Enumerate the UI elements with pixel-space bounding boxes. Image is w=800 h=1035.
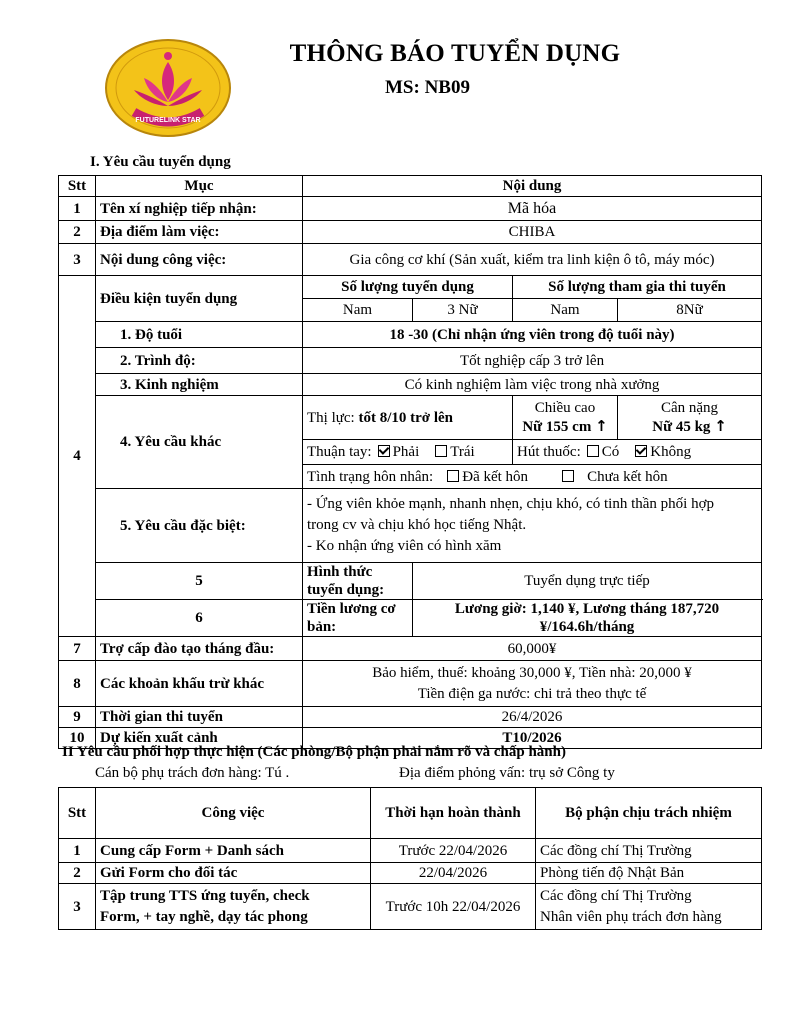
stt-cell: 2 — [59, 863, 96, 884]
height-label: Chiều cao — [534, 400, 596, 416]
checkbox-empty-icon — [435, 445, 447, 457]
hand-cell — [303, 440, 513, 465]
marital-cell — [303, 465, 762, 489]
value-cell: 60,000¥ — [303, 637, 762, 661]
section-2-title: II Yêu cầu phối hợp thực hiện (Các phòng/Bộ phận phải nắm rõ và chấp hành) — [62, 744, 566, 760]
table-row — [59, 884, 762, 930]
edu-value: Tốt nghiệp cấp 3 trở lên — [303, 348, 762, 374]
smoke-yes: Có — [601, 444, 620, 460]
logo-text: FUTURELINK STAR — [135, 117, 201, 124]
stt-cell: 3 — [59, 884, 96, 930]
value-cell: Mã hóa — [303, 197, 762, 221]
weight-cell — [618, 396, 762, 440]
work-cell: Gửi Form cho đối tác — [96, 863, 371, 884]
age-value: 18 -30 (Chỉ nhận ứng viên trong độ tuổi này) — [303, 322, 762, 348]
deadline-cell: 22/04/2026 — [371, 863, 536, 884]
value-cell: 26/4/2026 — [303, 707, 762, 728]
checkbox-checked-icon — [378, 445, 390, 457]
label-cell: Các khoản khấu trừ khác — [96, 661, 303, 707]
label-cell: Hình thức tuyển dụng: — [303, 563, 413, 600]
col-deadline: Thời hạn hoàn thành — [371, 788, 536, 839]
special-line: trong cv và chịu khó học tiếng Nhật. — [307, 517, 527, 533]
stt-cell: 8 — [59, 661, 96, 707]
thamgia-label: Số lượng tham gia thi tuyển — [513, 276, 762, 299]
stt-cell: 3 — [59, 244, 96, 276]
value-cell: CHIBA — [303, 221, 762, 244]
special-line: - Ứng viên khỏe mạnh, nhanh nhẹn, chịu khó, có tinh thần phối hợp — [307, 496, 714, 512]
dept-cell — [536, 884, 762, 930]
special-line: - Ko nhận ứng viên có hình xăm — [307, 538, 502, 554]
special-label: 5. Yêu cầu đặc biệt: — [96, 489, 303, 563]
label-cell: Nội dung công việc: — [96, 244, 303, 276]
value-cell: Tuyển dụng trực tiếp — [413, 563, 762, 600]
stt-cell: 7 — [59, 637, 96, 661]
checkbox-checked-icon — [635, 445, 647, 457]
requirements-table — [58, 175, 762, 749]
page-title: THÔNG BÁO TUYỂN DỤNG — [289, 40, 621, 67]
marital-single: Chưa kết hôn — [587, 468, 668, 485]
value-cell: Lương giờ: 1,140 ¥, Lương tháng 187,720 ¥/164.6h/tháng — [413, 600, 762, 637]
checkbox-empty-icon — [587, 445, 599, 457]
deadline-cell: Trước 22/04/2026 — [371, 839, 536, 863]
table-row — [59, 839, 762, 863]
smoke-no: Không — [650, 444, 692, 460]
dept-cell: Các đồng chí Thị Trường — [536, 839, 762, 863]
deadline-cell: Trước 10h 22/04/2026 — [371, 884, 536, 930]
hand-left: Trái — [450, 444, 475, 460]
age-label: 1. Độ tuổi — [96, 322, 303, 348]
label-cell: Tên xí nghiệp tiếp nhận: — [96, 197, 303, 221]
col-stt: Stt — [59, 788, 96, 839]
stt-cell: 5 — [96, 563, 303, 600]
section-1-title: I. Yêu cầu tuyển dụng — [90, 154, 231, 170]
stt-cell: 1 — [59, 197, 96, 221]
dept-line: Nhân viên phụ trách đơn hàng — [540, 908, 722, 925]
label-cell: Trợ cấp đào tạo tháng đầu: — [96, 637, 303, 661]
col-muc: Mục — [96, 176, 303, 197]
value-cell: T10/2026 — [303, 728, 762, 749]
col-stt: Stt — [59, 176, 96, 197]
col-work: Công việc — [96, 788, 371, 839]
weight-label: Cân nặng — [660, 400, 719, 416]
exp-label: 3. Kinh nghiệm — [96, 374, 303, 396]
order-manager: Cán bộ phụ trách đơn hàng: Tú . — [95, 765, 290, 781]
label-cell: Địa điểm làm việc: — [96, 221, 303, 244]
vision-prefix: Thị lực: — [307, 409, 359, 426]
tuyen-nu: 3 Nữ — [413, 299, 513, 322]
checkbox-empty-icon — [562, 470, 574, 482]
stt-cell: 4 — [59, 276, 96, 637]
table-row — [59, 244, 762, 276]
marital-married: Đã kết hôn — [462, 468, 529, 485]
thamgia-nu: 8Nữ — [618, 299, 762, 322]
table-row — [59, 707, 762, 728]
stt-cell: 1 — [59, 839, 96, 863]
label-cell: Điều kiện tuyển dụng — [96, 276, 303, 322]
other-label: 4. Yêu cầu khác — [96, 396, 303, 489]
hand-right: Phải — [392, 444, 420, 460]
dept-line: Các đồng chí Thị Trường — [540, 887, 692, 904]
thamgia-nam: Nam — [513, 299, 618, 322]
smoke-label: Hút thuốc: — [517, 444, 581, 460]
tuyen-label: Số lượng tuyển dụng — [303, 276, 513, 299]
col-dept: Bộ phận chịu trách nhiệm — [536, 788, 762, 839]
marital-label: Tình trạng hôn nhân: — [307, 468, 434, 485]
stt-cell: 9 — [59, 707, 96, 728]
dept-cell: Phòng tiến độ Nhật Bản — [536, 863, 762, 884]
weight-value: Nữ 45 kg — [652, 419, 711, 435]
tuyen-nam: Nam — [303, 299, 413, 322]
document-code: MS: NB09 — [385, 77, 470, 98]
deduction-line: Bảo hiểm, thuế: khoảng 30,000 ¥, Tiền nhà: 20,000 ¥ — [372, 664, 692, 681]
hand-label: Thuận tay: — [307, 444, 372, 460]
arrow-up-icon: ↑ — [714, 417, 727, 435]
interview-location: Địa điểm phỏng vấn: trụ sở Công ty — [399, 765, 615, 781]
stt-cell: 6 — [96, 600, 303, 637]
label-cell: Dự kiến xuất cảnh — [96, 728, 303, 749]
exp-value: Có kinh nghiệm làm việc trong nhà xưởng — [303, 374, 762, 396]
table-row — [59, 197, 762, 221]
stt-cell: 10 — [59, 728, 96, 749]
table-row — [59, 661, 762, 707]
work-line: Tập trung TTS ứng tuyển, check — [100, 887, 310, 904]
vision-value: tốt 8/10 trở lên — [358, 409, 453, 426]
table-row — [59, 221, 762, 244]
deduction-line: Tiền điện ga nước: chi trả theo thực tế — [417, 685, 647, 702]
col-noidung: Nội dung — [303, 176, 762, 197]
special-cell — [303, 489, 762, 563]
table-row — [59, 563, 762, 600]
table-row — [59, 600, 762, 637]
height-cell — [513, 396, 618, 440]
checkbox-empty-icon — [447, 470, 459, 482]
vision-cell — [303, 396, 513, 440]
arrow-up-icon: ↑ — [595, 417, 608, 435]
edu-label: 2. Trình độ: — [96, 348, 303, 374]
label-cell: Tiền lương cơ bản: — [303, 600, 413, 637]
table-row — [59, 637, 762, 661]
smoke-cell — [513, 440, 762, 465]
work-cell — [96, 884, 371, 930]
table-row — [59, 863, 762, 884]
value-cell: Gia công cơ khí (Sản xuất, kiểm tra linh kiện ô tô, máy móc) — [303, 244, 762, 276]
height-value: Nữ 155 cm — [522, 419, 592, 435]
value-cell — [303, 661, 762, 707]
work-line: Form, + tay nghề, dạy tác phong — [100, 908, 308, 925]
coordination-table — [58, 787, 762, 930]
stt-cell: 2 — [59, 221, 96, 244]
work-cell: Cung cấp Form + Danh sách — [96, 839, 371, 863]
label-cell: Thời gian thi tuyển — [96, 707, 303, 728]
